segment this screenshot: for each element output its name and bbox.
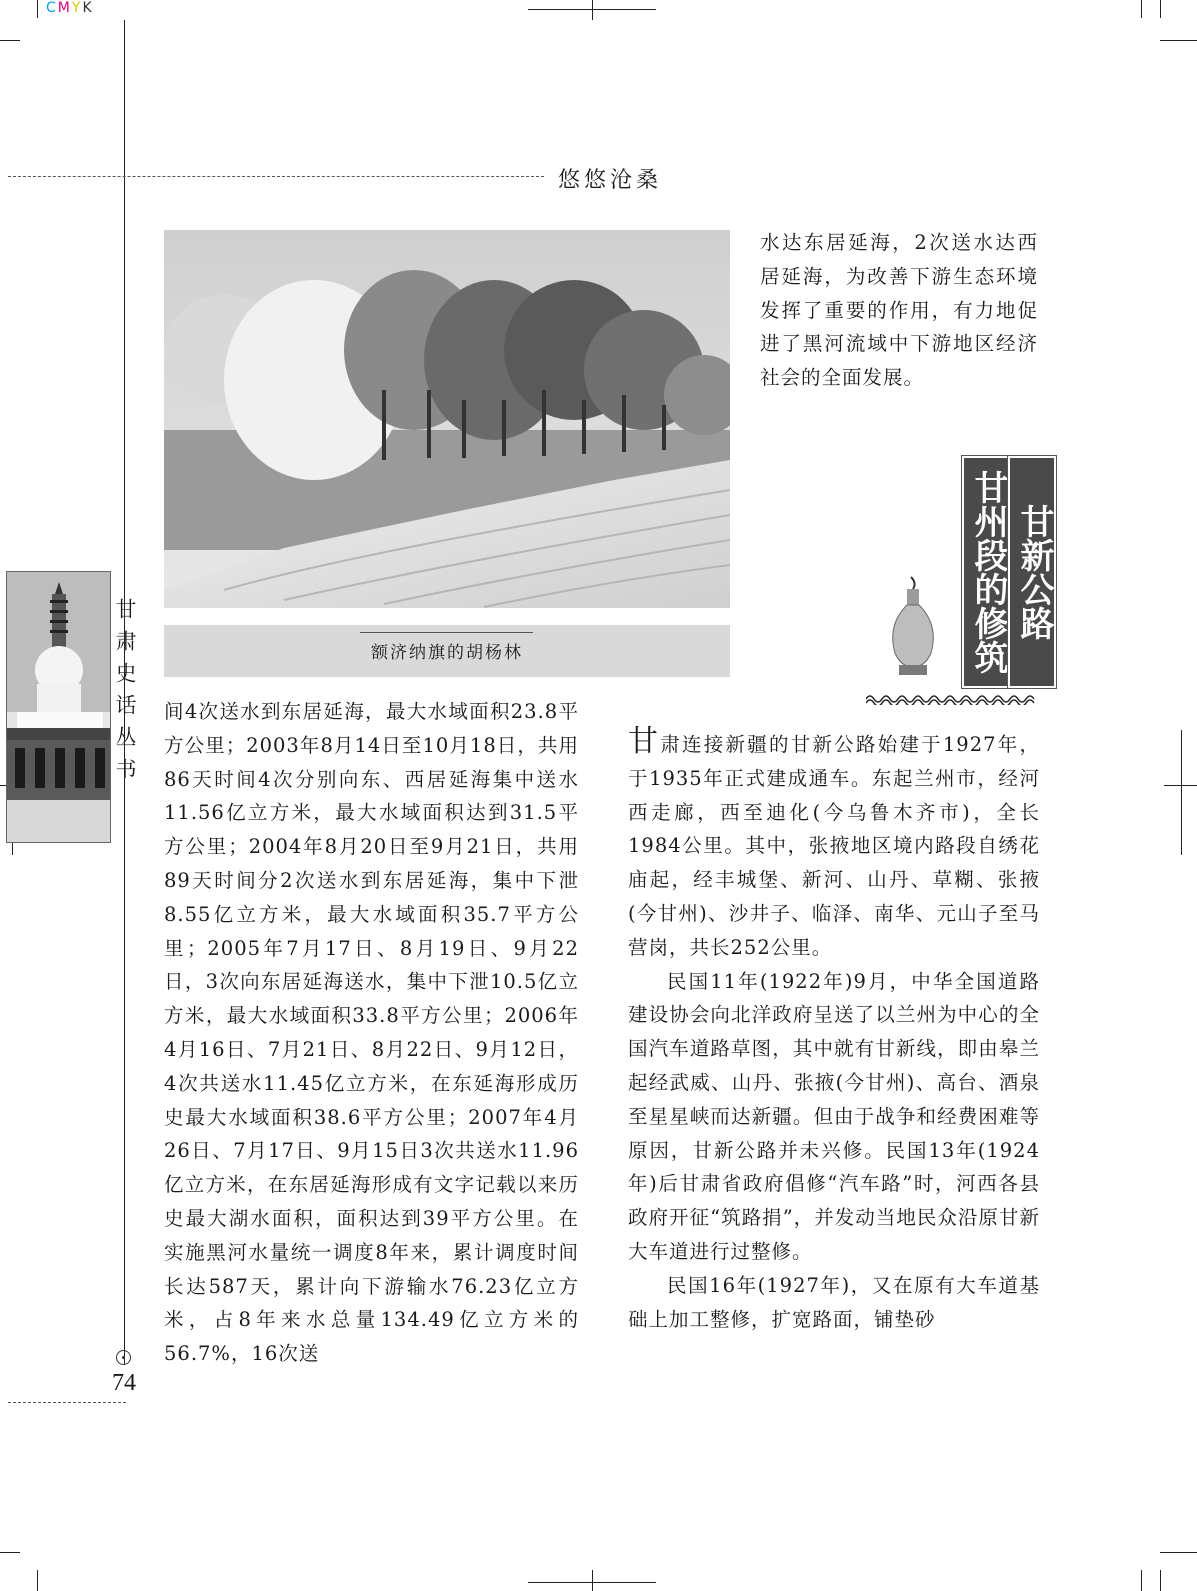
photo-caption: 额济纳旗的胡杨林 <box>371 643 523 663</box>
right-paragraph-1-text: 肃连接新疆的甘新公路始建于1927年，于1935年正式建成通车。东起兰州市，经河西走廊，西至迪化(今乌鲁木齐市)，全长1984公里。其中，张掖地区境内路段自绣花庙起，经丰城堡、新河、山丹、草糊、张掖(今甘州)、沙井子、临泽、南华、元山子至马营岗，共长252公里。 <box>628 733 1040 959</box>
page-circle-mark <box>116 1350 131 1365</box>
caption-rule <box>360 632 533 633</box>
page-number: 74 <box>112 1370 136 1396</box>
right-paragraph-1 <box>628 724 1040 965</box>
vase-illustration <box>883 575 943 677</box>
left-column-text: 间4次送水到东居延海，最大水域面积23.8平方公里；2003年8月14日至10月18日，共用86天时间4次分别向东、西居延海集中送水11.56亿立方米，最大水域面积达到31.5平方公里；2004年8月20日至9月21日，共用89天时间分2次送水到东居延海，集中下泄8.55亿立方米，最大水域面积35.7平方公里；2005年7月17日、8月19日、9月22日，3次向东居延海送水，集中下泄10.5亿立方米，最大水域面积33.8平方公里；2006年4月16日、7月21日、8月22日、9月12日，4次共送水11.45亿立方米，在东延海形成历史最大水域面积38.6平方公里；2007年4月26日、7月17日、9月15日3次共送水11.96亿立方米，在东居延海形成有文字记载以来历史最大湖水面积，面积达到39平方公里。在实施黑河水量统一调度8年来，累计调度时间长达587天，累计向下游输水76.23亿立方米，占8年来水总量134.49亿立方米的56.7%，16次送 <box>164 700 579 1366</box>
series-title: 甘肃史话丛书 <box>113 598 137 790</box>
footer-rule <box>8 1402 126 1403</box>
right-paragraph-3: 民国16年(1927年)，又在原有大车道基础上加工整修，扩宽路面，铺垫砂 <box>628 1273 1040 1331</box>
header-rule <box>8 176 544 177</box>
section-title-col-2: 甘州段的修筑 <box>962 456 1010 688</box>
sidebar-stupa-photo <box>6 571 111 843</box>
poplar-forest-photo <box>164 230 730 608</box>
left-column-paragraph <box>164 695 579 1371</box>
right-paragraph-2: 民国11年(1922年)9月，中华全国道路建设协会向北洋政府呈送了以兰州为中心的全国汽车道路草图，其中就有甘新线，即由皋兰起经武威、山丹、张掖(今甘州)、高台、酒泉至星星峡而达新疆。但由于战争和经费困难等原因，甘新公路并未兴修。民国13年(1924年)后甘肃省政府倡修“汽车路”时，河西各县政府开征“筑路捐”，并发动当地民众沿原甘新大车道进行过整修。 <box>628 969 1040 1263</box>
right-top-text: 水达东居延海，2次送水达西居延海，为改善下游生态环境发挥了重要的作用，有力地促进了黑河流域中下游地区经济社会的全面发展。 <box>760 231 1038 390</box>
drop-cap: 甘 <box>628 724 661 759</box>
cmyk-print-marks: CMYK <box>46 0 94 16</box>
right-column <box>628 724 1040 1336</box>
wave-ornament <box>866 690 1039 702</box>
running-head: 悠悠沧桑 <box>558 168 663 193</box>
right-top-paragraph <box>760 226 1038 395</box>
section-title-col-1: 甘新公路 <box>1008 456 1056 688</box>
